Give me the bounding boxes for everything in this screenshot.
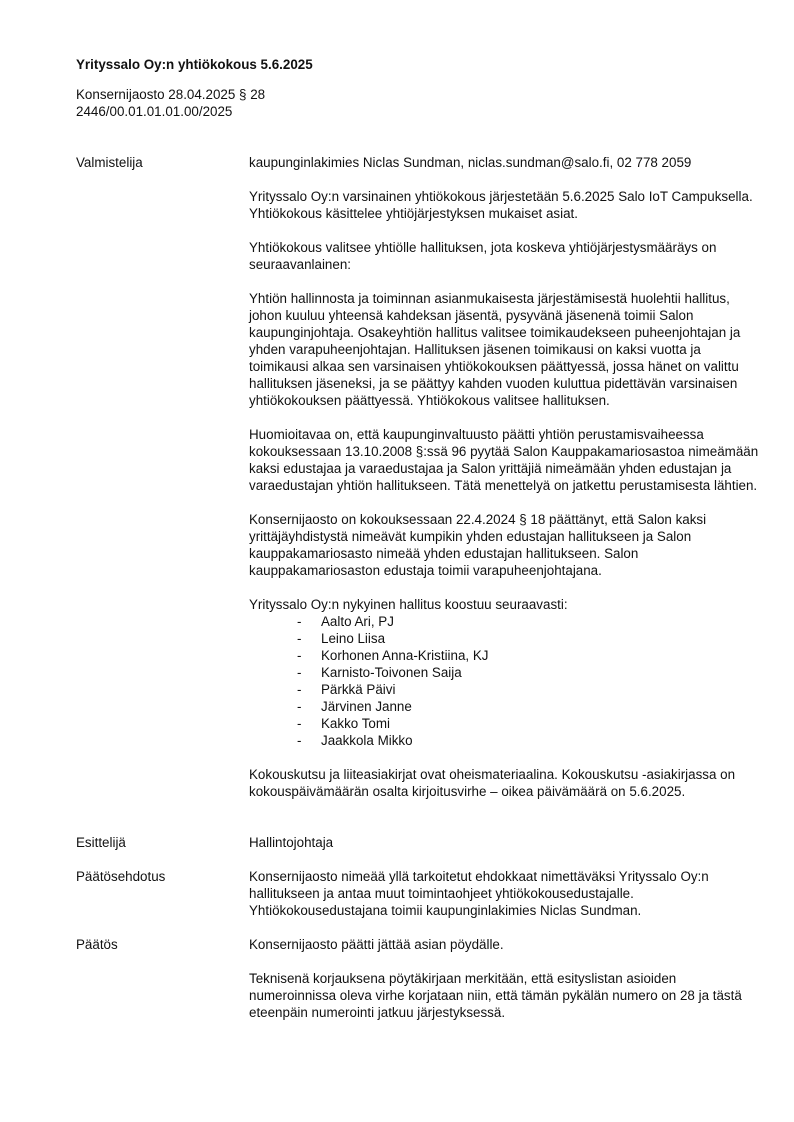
section-paatosehdotus bbox=[76, 868, 756, 919]
board-intro: Yrityssalo Oy:n nykyinen hallitus koostuu seuraavasti: bbox=[249, 597, 568, 612]
board-member-list bbox=[249, 613, 759, 749]
document-title: Yrityssalo Oy:n yhtiökokous 5.6.2025 bbox=[76, 57, 313, 72]
closing-paragraph: Kokouskutsu ja liiteasiakirjat ovat oheismateriaalina. Kokouskutsu -asiakirjassa on kokouspäivämäärän osalta kirjoitusvirhe – oikea päivämäärä on 5.6.2025. bbox=[249, 767, 736, 799]
document bbox=[76, 56, 759, 1021]
esittelija-content bbox=[249, 834, 759, 851]
presenter: Hallintojohtaja bbox=[249, 835, 334, 850]
valmistelija-content bbox=[249, 154, 759, 800]
paatos-label: Päätös bbox=[76, 937, 118, 952]
proposal-text: Konsernijaosto nimeää yllä tarkoitetut ehdokkaat nimettäväksi Yrityssalo Oy:n hallitukseen ja antaa muut toimintaohjeet yhtiökokousedustajalle. Yhtiökokousedustajana toimii kaupunginlakimies Niclas Sundman. bbox=[249, 869, 709, 918]
list-item: - Leino Liisa bbox=[297, 630, 759, 647]
paatosehdotus-content bbox=[249, 868, 759, 919]
preparer-info: kaupunginlakimies Niclas Sundman, niclas.sundman@salo.fi, 02 778 2059 bbox=[249, 155, 692, 170]
valmistelija-label: Valmistelija bbox=[76, 155, 143, 170]
list-item: - Aalto Ari, PJ bbox=[297, 613, 759, 630]
paragraph: Huomioitavaa on, että kaupunginvaltuusto päätti yhtiön perustamisvaiheessa kokouksessaan 13.10.2008 §:ssä 96 pyytää Salon Kauppakamariosastoa nimeämään kaksi edustajaa ja varaedustajaa ja Salon yrittäjiä nimeämään yhden edustajan ja varaedustajan yhtiön hallitukseen. Tätä menettelyä on jatkettu perustamisesta lähtien. bbox=[249, 427, 759, 493]
paatosehdotus-label: Päätösehdotus bbox=[76, 869, 166, 884]
list-item: - Pärkkä Päivi bbox=[297, 681, 759, 698]
meeting-reference bbox=[76, 86, 756, 120]
decision-text: Konsernijaosto päätti jättää asian pöydälle. bbox=[249, 937, 504, 952]
section-esittelija bbox=[76, 834, 756, 851]
list-item: - Karnisto-Toivonen Saija bbox=[297, 664, 759, 681]
list-item: - Kakko Tomi bbox=[297, 715, 759, 732]
paragraph: Yrityssalo Oy:n varsinainen yhtiökokous järjestetään 5.6.2025 Salo IoT Campuksella. Yhtiökokous käsittelee yhtiöjärjestyksen mukaiset asiat. bbox=[249, 189, 753, 221]
meeting-reference-line: Konsernijaosto 28.04.2025 § 28 bbox=[76, 87, 266, 102]
list-item: - Jaakkola Mikko bbox=[297, 732, 759, 749]
decision-note: Teknisenä korjauksena pöytäkirjaan merkitään, että esityslistan asioiden numeroinnissa oleva virhe korjataan niin, että tämän pykälän numero on 28 ja tästä eteenpäin numerointi jatkuu järjestyksessä. bbox=[249, 971, 742, 1020]
esittelija-label: Esittelijä bbox=[76, 835, 126, 850]
section-paatos bbox=[76, 936, 756, 1021]
paragraph: Yhtiökokous valitsee yhtiölle hallituksen, jota koskeva yhtiöjärjestysmääräys on seuraavanlainen: bbox=[249, 240, 717, 272]
section-valmistelija bbox=[76, 154, 759, 800]
paatos-content bbox=[249, 936, 759, 1021]
list-item: - Järvinen Janne bbox=[297, 698, 759, 715]
case-number: 2446/00.01.01.01.00/2025 bbox=[76, 104, 233, 119]
paragraph: Yhtiön hallinnosta ja toiminnan asianmukaisesta järjestämisestä huolehtii hallitus, johon kuuluu yhteensä kahdeksan jäsentä, pysyvänä jäsenenä toimii Salon kaupunginjohtaja. Osakeyhtiön hallitus valitsee toimikaudekseen puheenjohtajan ja yhden varapuheenjohtajan. Hallituksen jäsenen toimikausi on kaksi vuotta ja toimikausi alkaa sen varsinaisen yhtiökokouksen päättyessä, jossa hänet on valittu hallituksen jäseneksi, ja se päättyy kahden vuoden kuluttua pidettävän varsinaisen yhtiökokouksen päättyessä. Yhtiökokous valitsee hallituksen. bbox=[249, 291, 741, 408]
list-item: - Korhonen Anna-Kristiina, KJ bbox=[297, 647, 759, 664]
paragraph: Konsernijaosto on kokouksessaan 22.4.2024 § 18 päättänyt, että Salon kaksi yrittäjäyhdistystä nimeävät kumpikin yhden edustajan hallitukseen ja Salon kauppakamariosasto nimeää yhden edustajan hallitukseen. Salon kauppakamariosaston edustaja toimii varapuheenjohtajana. bbox=[249, 512, 707, 578]
